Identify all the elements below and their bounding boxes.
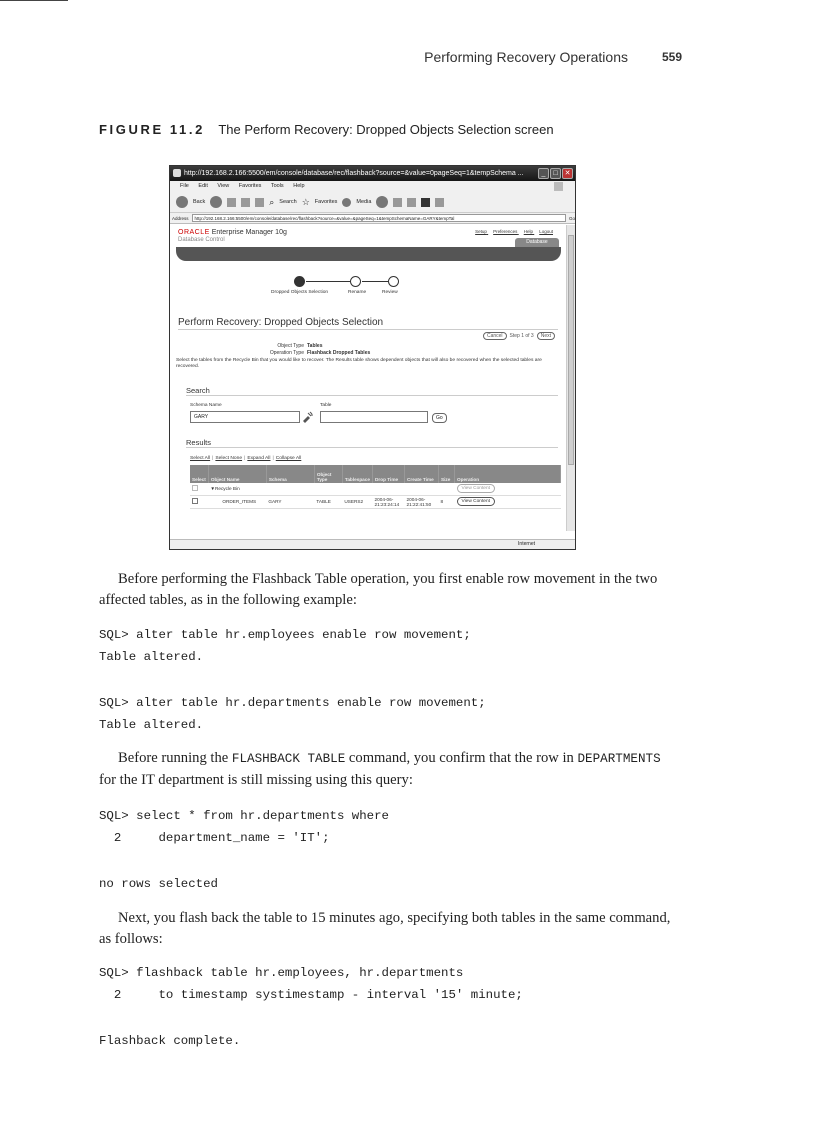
inline-code: FLASHBACK TABLE [231,752,346,766]
window-controls [538,168,573,179]
global-links [470,229,553,234]
code-block [99,805,389,849]
cell-tablespace: USERS2 [342,495,372,508]
window-titlebar [170,166,575,181]
paragraph-text: Before performing the Flashback Table operation, you first enable row movement in the two affected tables, as in the following example: [99,571,658,608]
cell-drop-time: 2004-06-21:23:24:14 [373,495,405,508]
paragraph-text: for the IT department is still missing using this query: [99,772,413,788]
select-all-link[interactable]: Select All [190,456,211,461]
select-none-link[interactable]: Select None [215,456,243,461]
code-block [99,962,523,1006]
figure-caption-text: The Perform Recovery: Dropped Objects Selection screen [218,122,554,137]
col-object-name: Object Name [208,465,266,483]
page-content [170,225,567,531]
col-drop-time: Drop Time [373,465,405,483]
minimize-icon[interactable]: _ [538,168,549,179]
product-subtitle: Database Control [178,237,225,243]
col-schema: Schema [266,465,314,483]
table-row [190,483,561,495]
history-icon[interactable] [376,196,388,208]
help-link[interactable]: Help [523,229,533,234]
go-button[interactable]: Go [568,215,575,221]
col-object-type: Object Type [314,465,342,483]
code-line: no rows selected [99,877,218,891]
code-block [99,873,218,895]
col-tablespace: Tablespace [342,465,372,483]
address-input[interactable]: http://192.168.2.166:5500/em/console/database/rec/flashback?source=&value=&pageSeq=1&tempSchemaName=GARY&tempTal [192,214,566,222]
browser-window [169,165,576,550]
scrollbar-thumb[interactable] [568,235,574,465]
back-button[interactable]: Back [193,199,206,205]
recycle-bin-checkbox [192,485,198,491]
search-heading: Search [186,386,558,396]
figure-caption [99,122,554,137]
search-flashlight-icon[interactable] [301,411,313,423]
instructions: Select the tables from the Recycle Bin that you would like to recover. The Results table shows dependent objects that will also be recovered when the selected tables are recovered. [176,358,542,370]
code-block [99,624,471,668]
logout-link[interactable]: Logout [539,229,553,234]
operation-type-value: Flashback Dropped Tables [307,350,371,356]
expand-all-link[interactable]: Expand All [247,456,271,461]
cell-size: 8 [439,495,455,508]
train-line [306,281,351,282]
menu-edit[interactable]: Edit [198,183,208,189]
search-go-button[interactable]: Go [432,413,447,423]
code-line: 2 to timestamp systimestamp - interval '15' minute; [99,988,523,1002]
running-head-title: Performing Recovery Operations [424,49,628,65]
view-content-button[interactable]: View Content [457,497,495,506]
paragraph [99,569,677,611]
browser-icon [173,169,181,177]
browser-toolbar [170,192,575,213]
close-icon[interactable]: ✕ [562,168,573,179]
search-icon[interactable]: ⌕ [269,196,275,207]
train-step-icon [350,276,361,287]
search-button[interactable]: Search [279,199,297,205]
expand-triangle-icon[interactable]: ▼ [210,486,215,492]
code-line: Table altered. [99,718,204,732]
vertical-scrollbar[interactable] [566,225,575,531]
train-step-icon [388,276,399,287]
table-row [190,495,561,508]
col-size: Size [439,465,455,483]
object-type-label: Object Type [277,343,304,349]
table-label: Table [320,403,332,408]
code-line: Table altered. [99,650,204,664]
edit-icon[interactable] [421,198,430,207]
menu-file[interactable]: File [180,183,189,189]
code-line: Flashback complete. [99,1034,241,1048]
setup-link[interactable]: Setup [475,229,487,234]
train-label-review: Review [382,290,398,295]
train-step-current-icon [294,276,305,287]
home-icon[interactable] [255,198,264,207]
tree-links: Select All | Select None | Expand All | Collapse All [190,456,302,461]
code-line: SQL> select * from hr.departments where [99,809,389,823]
schema-name-label: Schema Name [190,403,222,408]
media-button[interactable]: Media [356,199,372,205]
favorites-button[interactable]: Favorites [314,199,338,205]
train-label-selection: Dropped Objects Selection [271,290,329,295]
mail-icon[interactable] [393,198,402,207]
page-number: 559 [661,50,682,64]
code-block [99,692,486,736]
table-header-row [190,465,561,483]
object-type-value: Tables [307,343,323,349]
windows-flag-icon [554,182,563,191]
favorites-icon[interactable]: ☆ [301,196,310,207]
menu-bar [170,181,575,192]
paragraph-text: Before running the [118,750,232,766]
oracle-logo [178,229,287,236]
recycle-bin-label: Recycle Bin [214,486,240,492]
print-icon[interactable] [407,198,416,207]
stop-icon[interactable] [227,198,236,207]
cell-schema: GARY [266,495,314,508]
status-bar [170,539,575,549]
security-zone: Internet [518,541,535,547]
menu-tools[interactable]: Tools [270,183,284,189]
train-label-rename: Rename [348,290,367,295]
results-table [190,465,561,509]
menu-help[interactable]: Help [293,183,305,189]
step-indicator: Step 1 of 3 [509,333,534,339]
view-content-button: View Content [457,484,495,493]
corner-rule [0,0,68,1]
window-title: http://192.168.2.166:5500/em/console/database/rec/flashback?source=&value=0pageSeq=1&tempSchema ... [184,170,524,177]
col-select: Select [190,465,208,483]
cell-create-time: 2004-06-21:22:41:50 [405,495,439,508]
refresh-icon[interactable] [241,198,250,207]
cell-object-name: ORDER_ITEMS [208,495,266,508]
product-name: Enterprise Manager 10g [211,229,287,236]
oracle-brand: ORACLE [178,229,210,236]
code-line: SQL> alter table hr.departments enable row movement; [99,696,486,710]
schema-name-input[interactable]: GARY [190,411,300,423]
wizard-nav [483,332,555,340]
code-block [99,1030,240,1052]
cell-object-type: TABLE [314,495,342,508]
operation-type-label: Operation Type [269,350,304,356]
next-button[interactable]: Next [537,332,555,340]
menu-view[interactable]: View [217,183,230,189]
discuss-icon[interactable] [435,198,444,207]
header-bar [176,247,561,261]
address-label: Address [172,215,189,221]
object-info [244,343,370,357]
collapse-all-link[interactable]: Collapse All [275,456,302,461]
col-create-time: Create Time [405,465,439,483]
paragraph-text: command, you confirm that the row in [345,750,578,766]
col-operation: Operation [455,465,561,483]
paragraph [99,908,677,950]
code-line: SQL> alter table hr.employees enable row movement; [99,628,471,642]
address-bar [170,213,575,224]
database-tab[interactable]: Database [515,238,559,247]
table-input[interactable] [320,411,428,423]
paragraph [99,748,677,791]
menu-favorites[interactable]: Favorites [238,183,262,189]
page-title: Perform Recovery: Dropped Objects Selection [178,317,558,330]
back-icon[interactable] [176,196,188,208]
row-select-checkbox[interactable] [192,498,198,504]
paragraph-text: Next, you flash back the table to 15 minutes ago, specifying both tables in the same command, as follows: [99,910,671,947]
media-icon[interactable] [342,198,351,207]
figure-label: FIGURE 11.2 [99,122,205,137]
train-line [362,281,389,282]
cancel-button[interactable]: Cancel [483,332,507,340]
preferences-link[interactable]: Preferences [493,229,518,234]
results-heading: Results [186,438,558,448]
code-line: SQL> flashback table hr.employees, hr.departments [99,966,464,980]
maximize-icon[interactable]: □ [550,168,561,179]
forward-icon[interactable] [210,196,222,208]
code-line: 2 department_name = 'IT'; [99,831,330,845]
wizard-train [271,276,434,298]
inline-code: DEPARTMENTS [577,752,661,766]
